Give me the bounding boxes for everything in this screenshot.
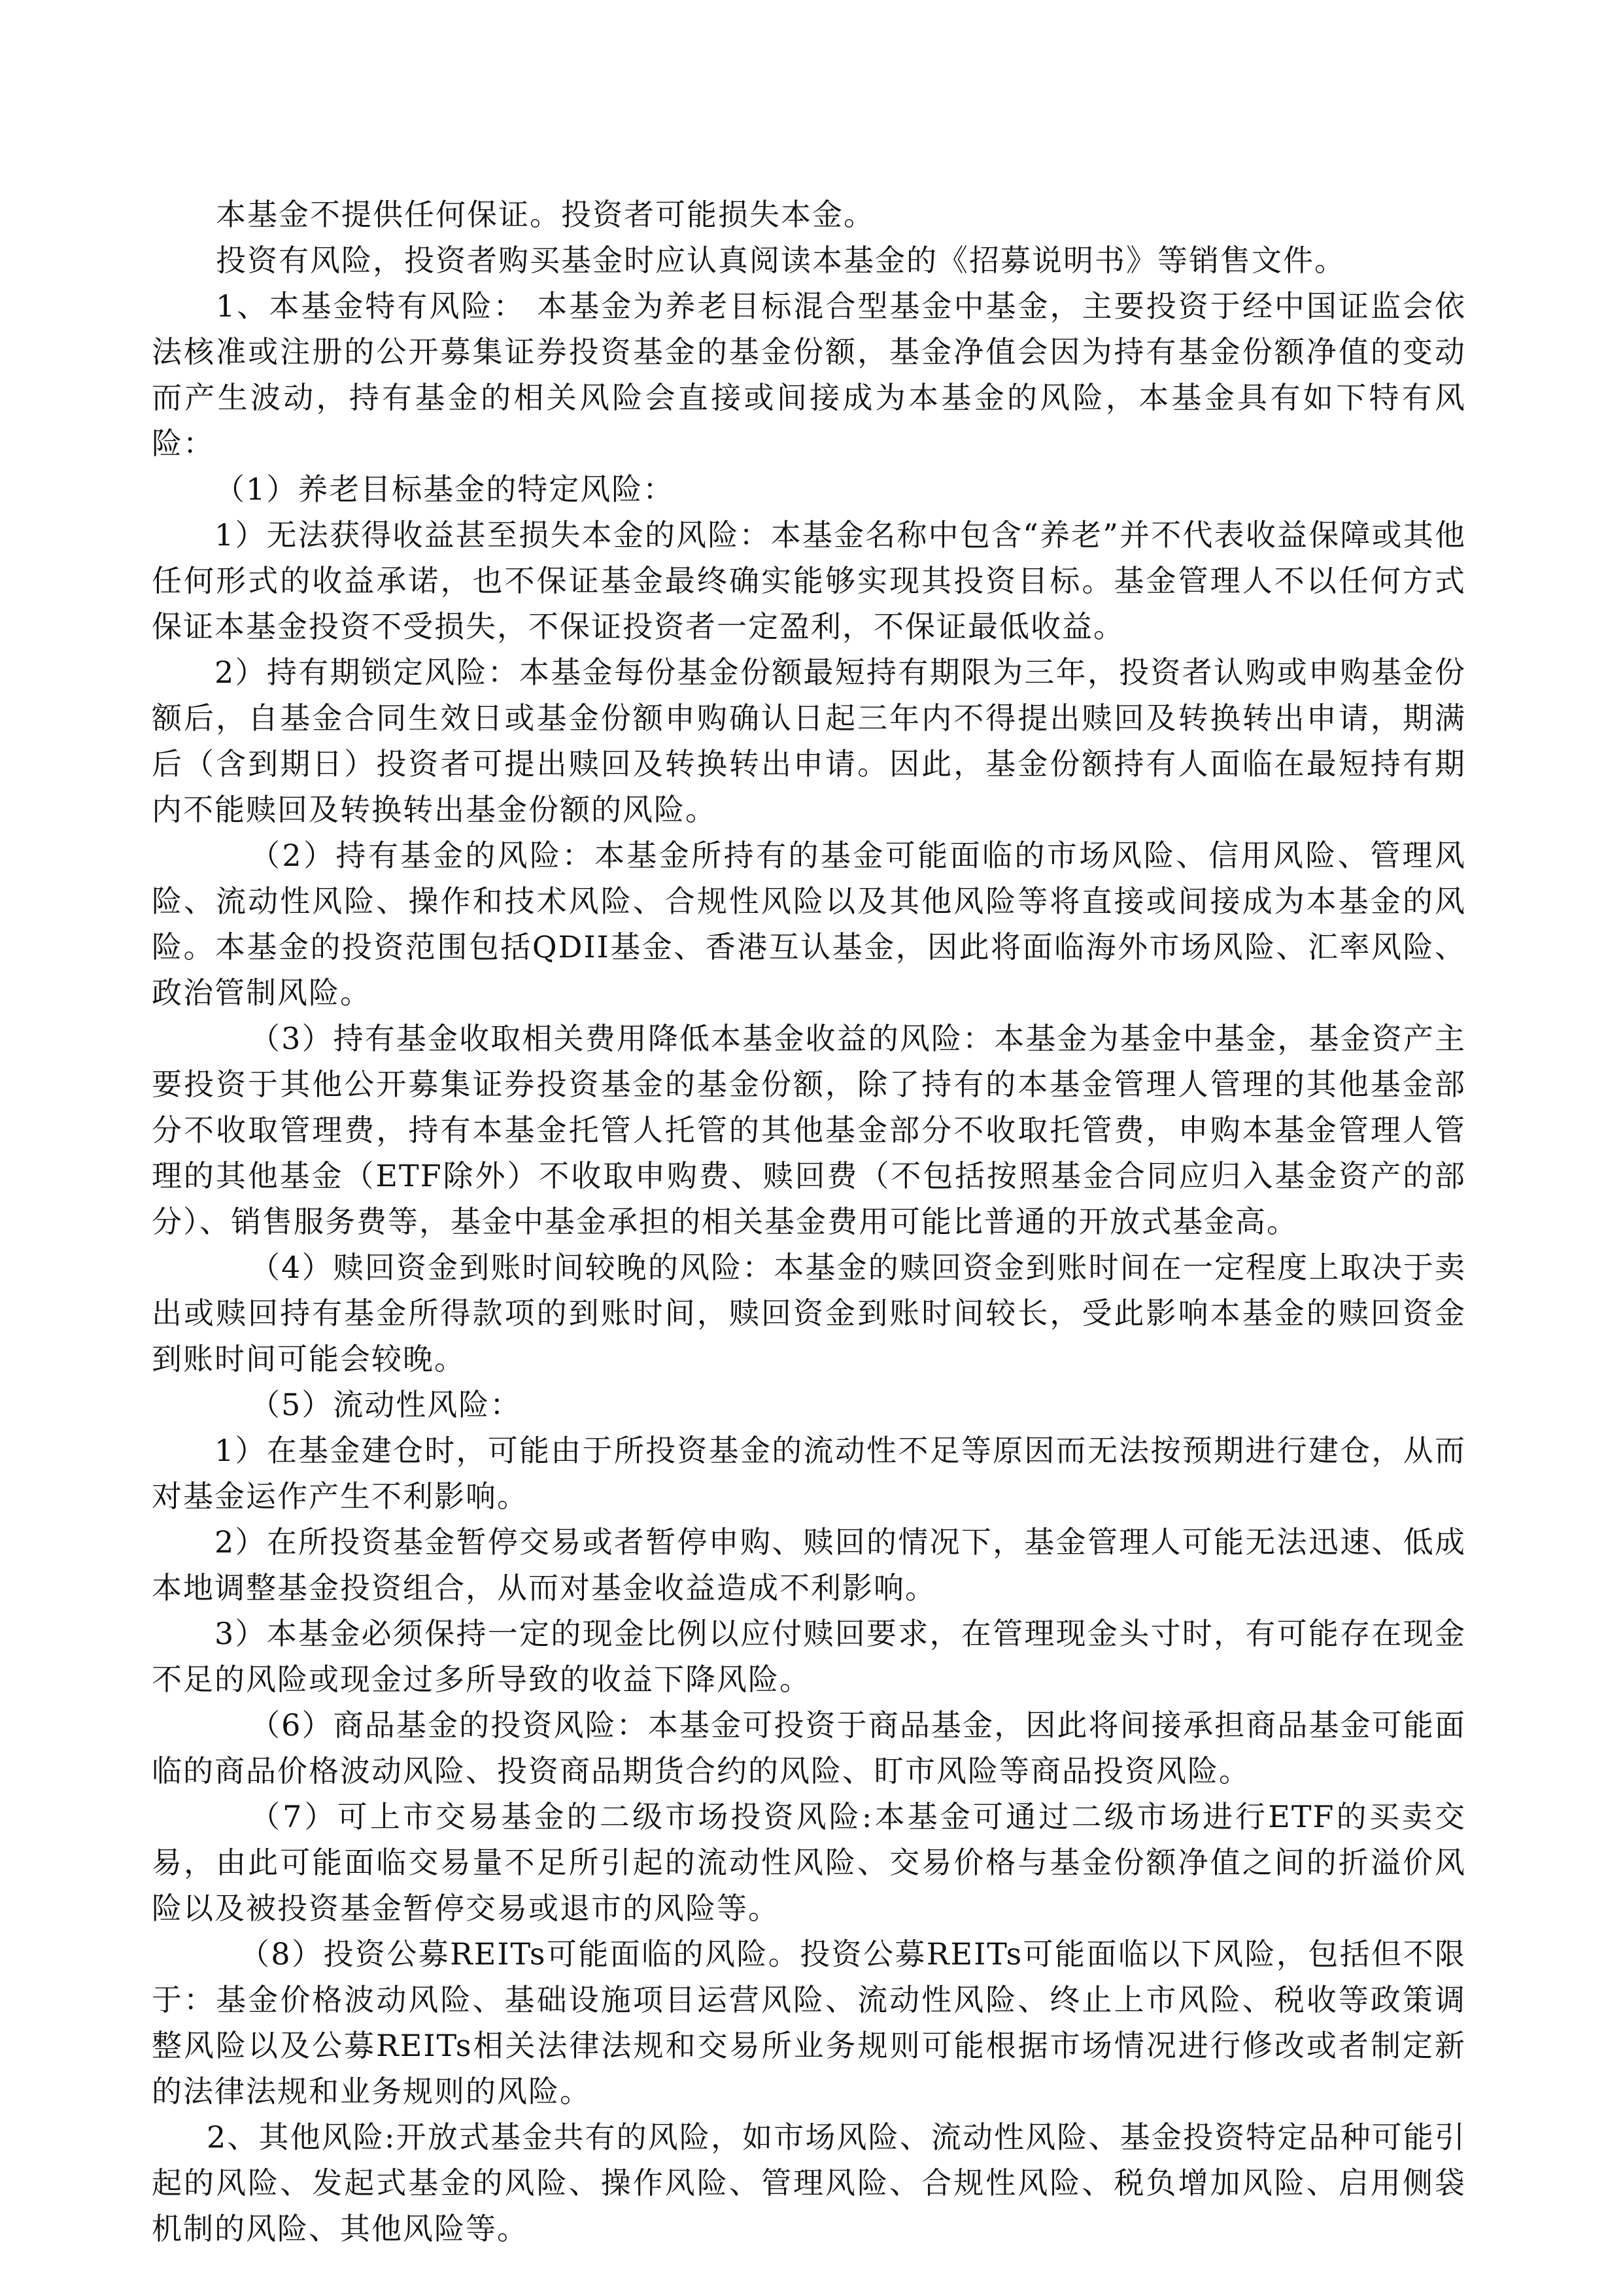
paragraph-liquidity-risk-heading: （5）流动性风险： [250,1387,522,1422]
paragraph-pension-target-risk-heading: （1）养老目标基金的特定风险： [214,471,675,507]
paragraph-liquidity-risk-3: 3）本基金必须保持一定的现金比例以应付赎回要求，在管理现金头寸时，有可能存在现金不足的风险或现金过多所导致的收益下降风险。 [152,1616,1466,1697]
paragraph-commodity-fund-risk: （6）商品基金的投资风险：本基金可投资于商品基金，因此将间接承担商品基金可能面临的商品价格波动风险、投资商品期货合约的风险、盯市风险等商品投资风险。 [152,1707,1466,1789]
paragraph-liquidity-risk-2: 2）在所投资基金暂停交易或者暂停申购、赎回的情况下，基金管理人可能无法迅速、低成本地调整基金投资组合，从而对基金收益造成不利影响。 [152,1524,1466,1605]
paragraph-holding-fund-risk: （2）持有基金的风险：本基金所持有的基金可能面临的市场风险、信用风险、管理风险、流动性风险、操作和技术风险、合规性风险以及其他风险等将直接或间接成为本基金的风险。本基金的投资范围包括QDII基金、香港互认基金，因此将面临海外市场风险、汇率风险、政治管制风险。 [152,838,1466,1010]
paragraph-investment-risk: 投资有风险，投资者购买基金时应认真阅读本基金的《招募说明书》等销售文件。 [216,243,1346,278]
paragraph-specific-risks-intro: 1、本基金特有风险： 本基金为养老目标混合型基金中基金，主要投资于经中国证监会依法核准或注册的公开募集证券投资基金的基金份额，基金净值会因为持有基金份额净值的变动而产生波动，持有基金的相关风险会直接或间接成为本基金的风险，本基金具有如下特有风险： [152,288,1466,461]
paragraph-fee-risk: （3）持有基金收取相关费用降低本基金收益的风险：本基金为基金中基金，基金资产主要投资于其他公开募集证券投资基金的基金份额，除了持有的本基金管理人管理的其他基金部分不收取管理费，持有本基金托管人托管的其他基金部分不收取托管费，申购本基金管理人管理的其他基金（ETF除外）不收取申购费、赎回费（不包括按照基金合同应归入基金资产的部分）、销售服务费等，基金中基金承担的相关基金费用可能比普通的开放式基金高。 [152,1021,1466,1239]
paragraph-loss-of-principal-risk: 1）无法获得收益甚至损失本金的风险：本基金名称中包含“养老”并不代表收益保障或其他任何形式的收益承诺，也不保证基金最终确实能够实现其投资目标。基金管理人不以任何方式保证本基金投资不受损失，不保证投资者一定盈利，不保证最低收益。 [152,517,1466,644]
paragraph-no-guarantee: 本基金不提供任何保证。投资者可能损失本金。 [216,197,875,232]
paragraph-other-risks: 2、其他风险:开放式基金共有的风险，如市场风险、流动性风险、基金投资特定品种可能引起的风险、发起式基金的风险、操作风险、管理风险、合规性风险、税负增加风险、启用侧袋机制的风险、其他风险等。 [152,2119,1466,2246]
paragraph-secondary-market-risk: （7）可上市交易基金的二级市场投资风险:本基金可通过二级市场进行ETF的买卖交易，由此可能面临交易量不足所引起的流动性风险、交易价格与基金份额净值之间的折溢价风险以及被投资基金暂停交易或退市的风险等。 [152,1799,1466,1926]
paragraph-reits-risk: （8）投资公募REITs可能面临的风险。投资公募REITs可能面临以下风险，包括但不限于：基金价格波动风险、基础设施项目运营风险、流动性风险、终止上市风险、税收等政策调整风险以及公募REITs相关法律法规和交易所业务规则可能根据市场情况进行修改或者制定新的法律法规和业务规则的风险。 [152,1936,1466,2109]
paragraph-holding-period-lock-risk: 2）持有期锁定风险：本基金每份基金份额最短持有期限为三年，投资者认购或申购基金份额后，自基金合同生效日或基金份额申购确认日起三年内不得提出赎回及转换转出申请，期满后（含到期日）投资者可提出赎回及转换转出申请。因此，基金份额持有人面临在最短持有期内不能赎回及转换转出基金份额的风险。 [152,655,1466,827]
document-body [152,192,1466,2252]
paragraph-redemption-delay-risk: （4）赎回资金到账时间较晚的风险：本基金的赎回资金到账时间在一定程度上取决于卖出或赎回持有基金所得款项的到账时间，赎回资金到账时间较长，受此影响本基金的赎回资金到账时间可能会较晚。 [152,1250,1466,1377]
paragraph-liquidity-risk-1: 1）在基金建仓时，可能由于所投资基金的流动性不足等原因而无法按预期进行建仓，从而对基金运作产生不利影响。 [152,1433,1466,1514]
